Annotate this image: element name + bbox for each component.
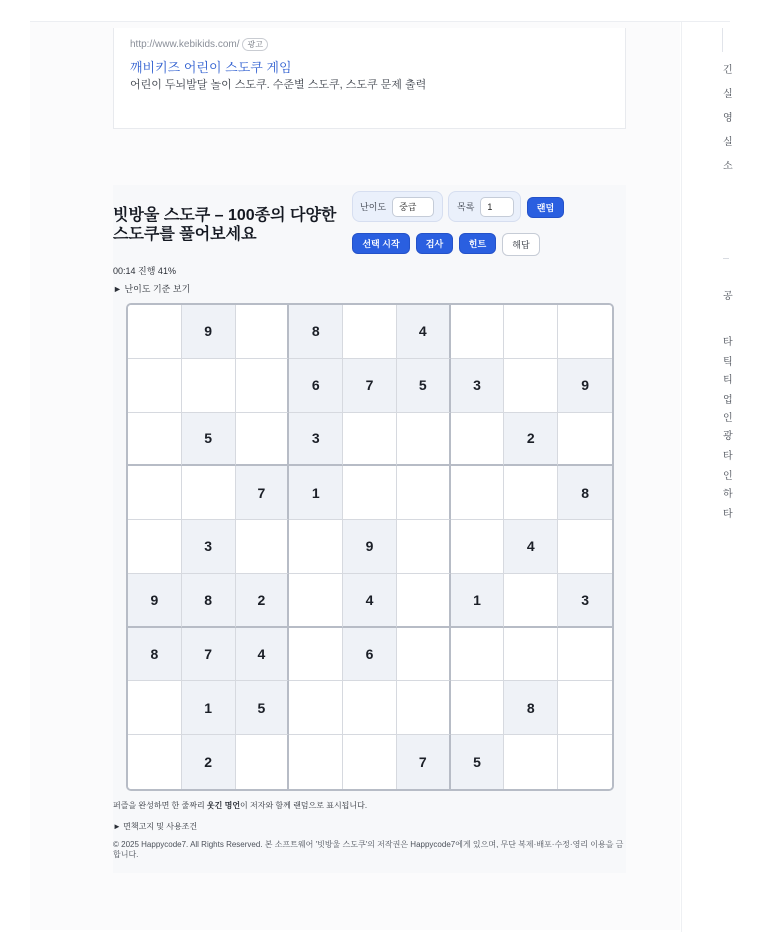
sudoku-cell[interactable] bbox=[558, 735, 612, 789]
sudoku-cell[interactable] bbox=[397, 413, 451, 467]
sudoku-cell[interactable]: 8 bbox=[289, 305, 343, 359]
sudoku-cell[interactable]: 1 bbox=[451, 574, 505, 628]
sudoku-cell[interactable]: 8 bbox=[128, 628, 182, 682]
sudoku-cell[interactable] bbox=[558, 520, 612, 574]
sudoku-cell[interactable] bbox=[128, 520, 182, 574]
sidebar-item[interactable]: 실 bbox=[723, 89, 733, 100]
sudoku-cell[interactable] bbox=[397, 520, 451, 574]
ad-url: http://www.kebikids.com/ bbox=[130, 39, 240, 50]
sudoku-cell[interactable]: 7 bbox=[182, 628, 236, 682]
sudoku-cell[interactable]: 8 bbox=[558, 466, 612, 520]
sudoku-cell[interactable]: 9 bbox=[558, 359, 612, 413]
sudoku-cell[interactable] bbox=[236, 413, 290, 467]
sudoku-cell[interactable] bbox=[558, 413, 612, 467]
progress-text: 진행 41% bbox=[138, 266, 176, 276]
sudoku-cell[interactable] bbox=[451, 520, 505, 574]
sudoku-cell[interactable] bbox=[182, 466, 236, 520]
sudoku-cell[interactable]: 7 bbox=[236, 466, 290, 520]
sidebar-item[interactable]: 인 bbox=[723, 413, 733, 424]
ad-card[interactable] bbox=[113, 28, 626, 129]
sudoku-cell[interactable] bbox=[343, 735, 397, 789]
sudoku-cell[interactable] bbox=[343, 466, 397, 520]
sudoku-cell[interactable]: 8 bbox=[182, 574, 236, 628]
sudoku-cell[interactable] bbox=[451, 466, 505, 520]
sudoku-cell[interactable]: 4 bbox=[343, 574, 397, 628]
sudoku-cell[interactable]: 5 bbox=[451, 735, 505, 789]
sudoku-cell[interactable] bbox=[236, 520, 290, 574]
sudoku-cell[interactable]: 9 bbox=[182, 305, 236, 359]
note-text: 퍼즐을 완성하면 한 줄짜리 bbox=[113, 801, 207, 810]
copyright-text: © 2025 Happycode7. All Rights Reserved. 본 소프트웨어 '빗방울 스도쿠'의 저작권은 Happycode7에게 있으며, 무단 복제·배포·수정·영리 이용을 금합니다. bbox=[113, 840, 624, 859]
sudoku-cell[interactable] bbox=[451, 628, 505, 682]
sidebar-item[interactable]: 티 bbox=[723, 375, 733, 386]
ad-badge: 광고 bbox=[242, 38, 267, 51]
sudoku-cell[interactable]: 5 bbox=[397, 359, 451, 413]
difficulty-info-toggle[interactable]: ► 난이도 기준 보기 bbox=[113, 284, 191, 294]
sudoku-cell[interactable] bbox=[504, 574, 558, 628]
sudoku-cell[interactable]: 3 bbox=[451, 359, 505, 413]
sudoku-cell[interactable] bbox=[504, 735, 558, 789]
sudoku-cell[interactable] bbox=[451, 681, 505, 735]
sudoku-cell[interactable] bbox=[451, 305, 505, 359]
sudoku-cell[interactable] bbox=[504, 305, 558, 359]
sidebar-item[interactable]: 타 bbox=[723, 509, 733, 520]
sudoku-cell[interactable] bbox=[558, 305, 612, 359]
sidebar-item[interactable]: 타 bbox=[723, 337, 733, 348]
sudoku-cell[interactable]: 9 bbox=[343, 520, 397, 574]
sidebar-separator bbox=[723, 258, 729, 259]
list-control bbox=[448, 191, 521, 222]
note-text-end: 이 저자와 함께 랜덤으로 표시됩니다. bbox=[240, 801, 368, 810]
hint-button[interactable]: 힌트 bbox=[459, 233, 496, 254]
sudoku-cell[interactable] bbox=[504, 628, 558, 682]
sidebar-item[interactable]: 틱 bbox=[723, 357, 733, 368]
sidebar-item[interactable]: 타 bbox=[723, 451, 733, 462]
note-emphasis: 웃긴 명언 bbox=[206, 801, 241, 810]
ad-description: 어린이 두뇌발달 놀이 스도쿠. 수준별 스도쿠, 스도쿠 문제 출력 bbox=[130, 79, 427, 91]
sudoku-cell[interactable] bbox=[343, 413, 397, 467]
sudoku-cell[interactable]: 7 bbox=[343, 359, 397, 413]
sudoku-cell[interactable] bbox=[128, 359, 182, 413]
sidebar-item[interactable]: 업 bbox=[723, 395, 733, 406]
sudoku-cell[interactable]: 3 bbox=[182, 520, 236, 574]
sidebar-item[interactable]: 소 bbox=[723, 161, 733, 172]
sudoku-cell[interactable] bbox=[397, 628, 451, 682]
sudoku-cell[interactable]: 7 bbox=[397, 735, 451, 789]
sudoku-cell[interactable]: 5 bbox=[182, 413, 236, 467]
sudoku-cell[interactable]: 8 bbox=[504, 681, 558, 735]
sudoku-cell[interactable] bbox=[504, 466, 558, 520]
sudoku-cell[interactable] bbox=[128, 466, 182, 520]
sudoku-cell[interactable] bbox=[236, 359, 290, 413]
sudoku-cell[interactable]: 3 bbox=[558, 574, 612, 628]
sudoku-cell[interactable]: 4 bbox=[397, 305, 451, 359]
sudoku-cell[interactable] bbox=[128, 735, 182, 789]
sudoku-cell[interactable]: 4 bbox=[504, 520, 558, 574]
list-label: 목록 bbox=[457, 202, 475, 212]
sudoku-cell[interactable]: 6 bbox=[289, 359, 343, 413]
disclaimer-toggle[interactable]: ► 면책고지 및 사용조건 bbox=[113, 822, 198, 831]
sidebar-item[interactable]: 공 bbox=[723, 291, 733, 302]
sudoku-cell[interactable]: 6 bbox=[343, 628, 397, 682]
right-sidebar bbox=[681, 22, 770, 932]
list-number-input[interactable]: 1 bbox=[480, 197, 514, 217]
sidebar-item[interactable]: 실 bbox=[723, 137, 733, 148]
sidebar-item[interactable]: 영 bbox=[723, 113, 733, 124]
random-button[interactable]: 랜덤 bbox=[527, 197, 564, 218]
sudoku-cell[interactable] bbox=[343, 681, 397, 735]
sudoku-cell[interactable] bbox=[558, 628, 612, 682]
sudoku-cell[interactable] bbox=[397, 466, 451, 520]
sidebar-item[interactable]: 긴 bbox=[723, 65, 733, 76]
sudoku-cell[interactable]: 2 bbox=[504, 413, 558, 467]
sudoku-cell[interactable] bbox=[343, 305, 397, 359]
sudoku-cell[interactable] bbox=[397, 574, 451, 628]
solution-button[interactable]: 해답 bbox=[502, 233, 540, 256]
difficulty-select[interactable]: 중급 bbox=[392, 197, 434, 217]
sudoku-cell[interactable]: 9 bbox=[128, 574, 182, 628]
sudoku-cell[interactable] bbox=[451, 413, 505, 467]
sudoku-cell[interactable] bbox=[182, 359, 236, 413]
sudoku-cell[interactable]: 3 bbox=[289, 413, 343, 467]
sudoku-cell[interactable]: 4 bbox=[236, 628, 290, 682]
sudoku-cell[interactable] bbox=[289, 520, 343, 574]
start-button[interactable]: 선택 시작 bbox=[352, 233, 410, 254]
status-row bbox=[113, 264, 176, 277]
sudoku-cell[interactable] bbox=[289, 735, 343, 789]
page-title: 빗방울 스도쿠 – 100종의 다양한 스도쿠를 풀어보세요 bbox=[113, 207, 337, 243]
timer: 00:14 bbox=[113, 266, 136, 276]
sudoku-cell[interactable] bbox=[236, 735, 290, 789]
sudoku-board bbox=[126, 303, 614, 791]
sidebar-divider bbox=[722, 28, 723, 52]
sudoku-cell[interactable]: 5 bbox=[236, 681, 290, 735]
sudoku-cell[interactable]: 1 bbox=[289, 466, 343, 520]
sudoku-cell[interactable] bbox=[236, 305, 290, 359]
check-button[interactable]: 검사 bbox=[416, 233, 453, 254]
sidebar-item[interactable]: 광 bbox=[723, 431, 733, 442]
sudoku-cell[interactable]: 2 bbox=[182, 735, 236, 789]
sudoku-cell[interactable]: 1 bbox=[182, 681, 236, 735]
difficulty-label: 난이도 bbox=[360, 202, 387, 212]
sudoku-cell[interactable] bbox=[289, 574, 343, 628]
sudoku-cell[interactable] bbox=[128, 413, 182, 467]
ad-url-row bbox=[130, 38, 268, 51]
sudoku-cell[interactable] bbox=[289, 628, 343, 682]
ad-title-link[interactable]: 깨비키즈 어린이 스도쿠 게임 bbox=[130, 60, 292, 75]
sudoku-cell[interactable] bbox=[128, 305, 182, 359]
sidebar-item[interactable]: 하 bbox=[723, 489, 733, 500]
sudoku-cell[interactable] bbox=[397, 681, 451, 735]
sudoku-cell[interactable] bbox=[128, 681, 182, 735]
sudoku-cell[interactable] bbox=[289, 681, 343, 735]
difficulty-control bbox=[352, 191, 443, 222]
completion-note bbox=[113, 800, 367, 811]
sudoku-cell[interactable]: 2 bbox=[236, 574, 290, 628]
sidebar-item[interactable]: 인 bbox=[723, 471, 733, 482]
sudoku-cell[interactable] bbox=[504, 359, 558, 413]
sudoku-cell[interactable] bbox=[558, 681, 612, 735]
